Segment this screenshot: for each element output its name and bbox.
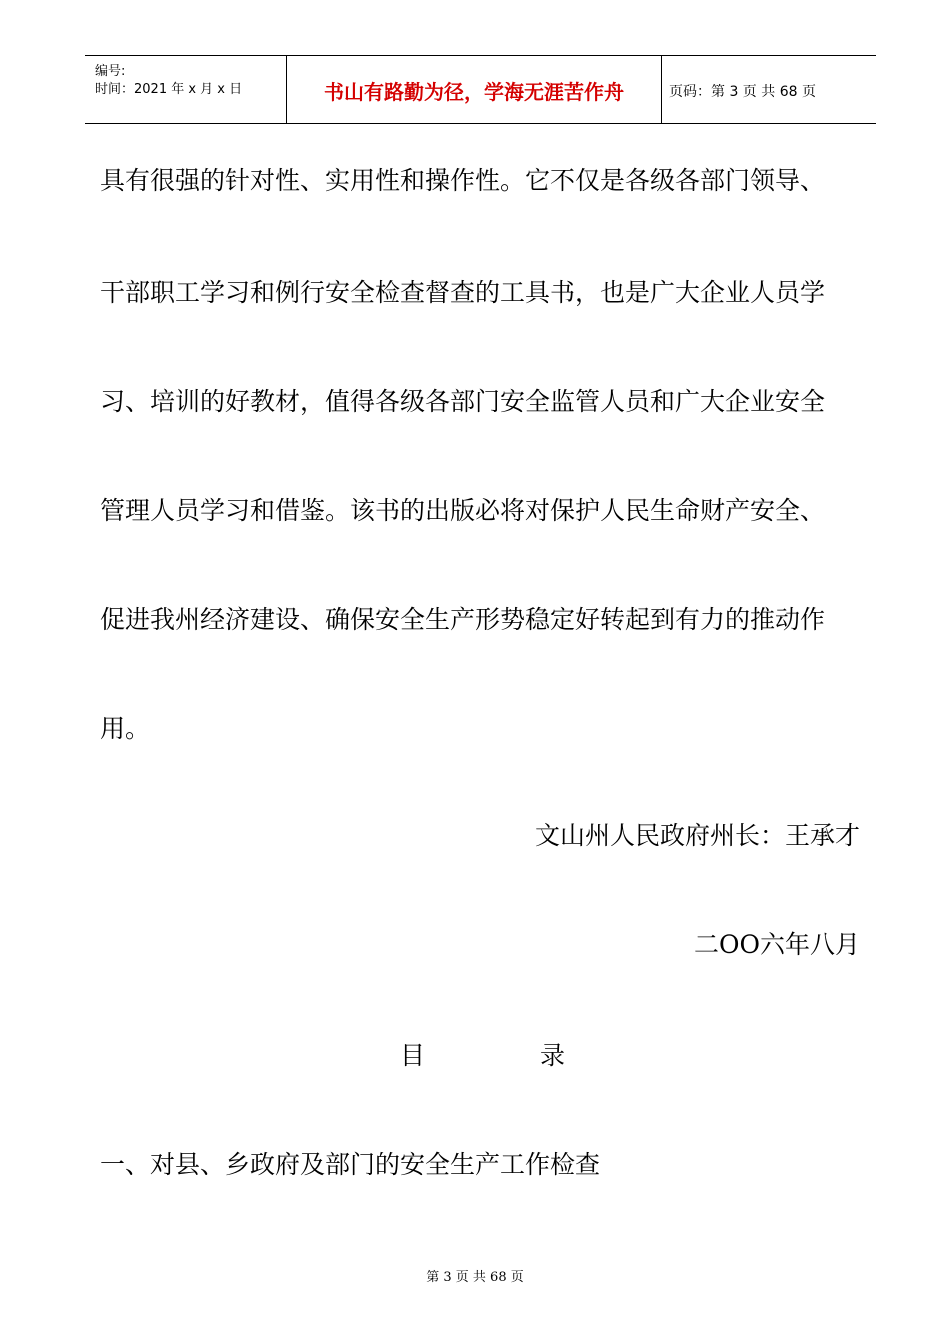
signature: 文山州人民政府州长：王承才	[534, 821, 860, 850]
body-line-6: 用。	[100, 714, 151, 743]
toc-title-char-2: 录	[540, 1041, 566, 1070]
page-footer: 第 3 页 共 68 页	[426, 1270, 524, 1285]
body-line-2: 干部职工学习和例行安全检查督查的工具书，也是广大企业人员学	[100, 278, 826, 307]
time-label: 时间：2021 年 x 月 x 日	[95, 82, 243, 97]
header-motto: 书山有路勤为径，学海无涯苦作舟	[324, 80, 624, 104]
page-header	[85, 55, 876, 124]
toc-item: 一、对县、乡政府及部门的安全生产工作检查	[100, 1150, 601, 1179]
body-line-5: 促进我州经济建设、确保安全生产形势稳定好转起到有力的推动作	[100, 605, 826, 634]
toc-title-char-1: 目	[400, 1041, 426, 1070]
body-line-1: 具有很强的针对性、实用性和操作性。它不仅是各级各部门领导、	[100, 166, 826, 195]
header-motto-cell	[286, 56, 662, 123]
date-line: 二OO六年八月	[694, 930, 860, 959]
header-page-info: 页码：第 3 页 共 68 页	[669, 84, 816, 100]
body-line-4: 管理人员学习和借鉴。该书的出版必将对保护人民生命财产安全、	[100, 496, 826, 525]
header-left-cell	[85, 56, 286, 123]
header-right-cell	[661, 56, 876, 123]
code-label: 编号:	[95, 64, 126, 79]
body-line-3: 习、培训的好教材，值得各级各部门安全监管人员和广大企业安全	[100, 387, 826, 416]
